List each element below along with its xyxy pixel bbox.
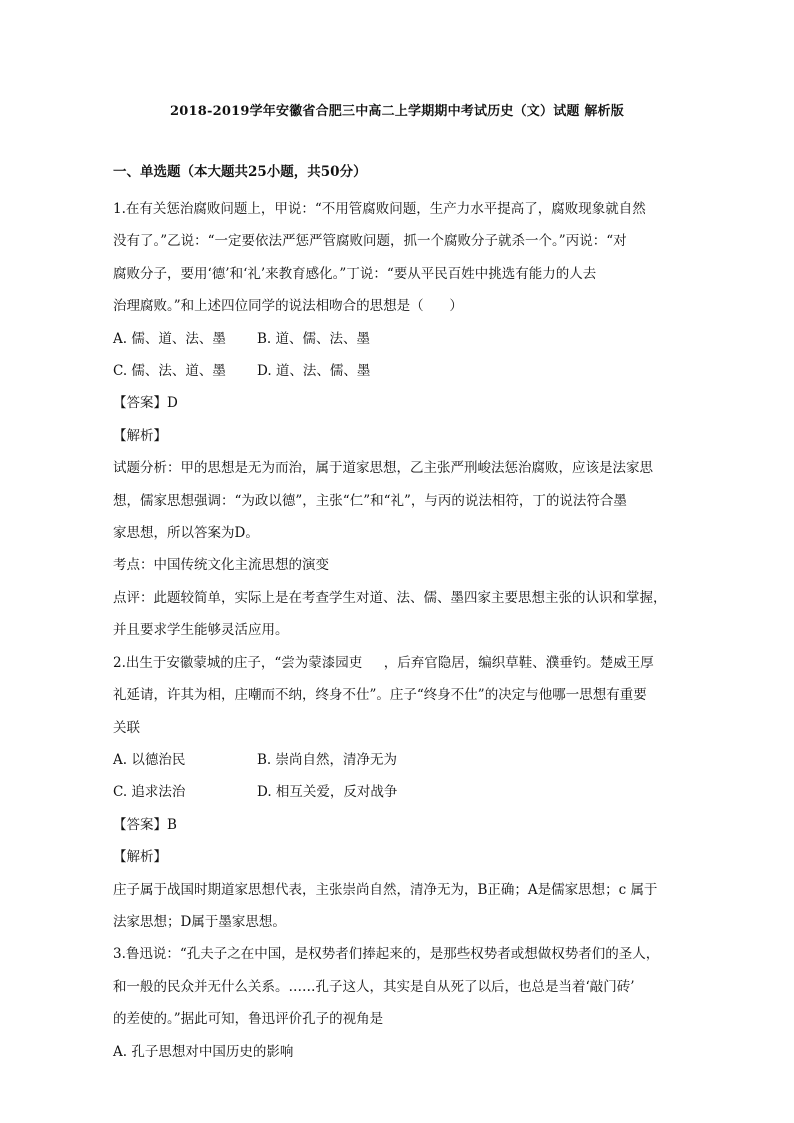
q2-option-b: B. 崇尚自然，清净无为	[257, 751, 398, 768]
q3-option-a: A. 孔子思想对中国历史的影响	[113, 1043, 294, 1060]
q2-option-a: A. 以德治民	[113, 751, 186, 768]
q1-dianping-line-1: 点评：此题较简单，实际上是在考查学生对道、法、儒、墨四家主要思想主张的认识和掌握，	[113, 589, 667, 606]
q2-stem-line-1: 2.出生于安徽蒙城的庄子，“尝为蒙漆园吏 ，后弃官隐居，编织草鞋、濮垂钓。楚威王厚	[113, 654, 654, 671]
q1-analysis-heading: 【解析】	[113, 427, 167, 444]
q1-option-c: C. 儒、法、道、墨	[113, 363, 226, 380]
q1-option-a: A. 儒、道、法、墨	[113, 330, 226, 347]
q2-stem-line-2: 礼延请，许其为相，庄嘲而不纳，终身不仕”。庄子“终身不仕”的决定与他哪一思想有重要	[113, 687, 647, 704]
q2-option-c: C. 追求法治	[113, 784, 186, 801]
q2-stem-line-3: 关联	[113, 719, 140, 736]
q1-dianping-line-2: 并且要求学生能够灵活应用。	[113, 622, 289, 639]
q1-stem-line-3: 腐败分子，要用‘德’和‘礼’来教育感化。”丁说：“要从平民百姓中挑选有能力的人去	[113, 265, 597, 282]
q1-option-d: D. 道、法、儒、墨	[257, 363, 371, 380]
q1-analysis-line-2: 想，儒家思想强调：“为政以德”，主张“仁”和“礼”，与丙的说法相符，丁的说法符合墨	[113, 492, 627, 509]
q1-analysis-line-1: 试题分析：甲的思想是无为而治，属于道家思想，乙主张严刑峻法惩治腐败，应该是法家思	[113, 460, 653, 477]
q1-options-row-1	[113, 323, 688, 355]
q2-analysis-line-1: 庄子属于战国时期道家思想代表，主张崇尚自然，清净无为，B正确；A是儒家思想；c 属于	[113, 881, 658, 898]
q1-analysis-line-3: 家思想，所以答案为D。	[113, 525, 259, 542]
q1-answer: 【答案】D	[113, 395, 178, 412]
q1-options-row-2	[113, 355, 688, 387]
q2-analysis-heading: 【解析】	[113, 849, 167, 866]
q2-options-row-1	[113, 744, 688, 776]
q1-stem-line-2: 没有了。”乙说：“一定要依法严惩严管腐败问题，抓一个腐败分子就杀一个。”丙说：“对	[113, 233, 627, 250]
q2-options-row-2	[113, 776, 688, 808]
section-heading: 一、单选题（本大题共25小题，共50分）	[113, 164, 367, 180]
q1-option-b: B. 道、儒、法、墨	[257, 330, 371, 347]
q1-stem-line-4: 治理腐败。”和上述四位同学的说法相吻合的思想是（ ）	[113, 298, 463, 315]
q2-option-d: D. 相互关爱，反对战争	[257, 784, 398, 801]
q1-kaodian: 考点：中国传统文化主流思想的演变	[113, 557, 329, 574]
q3-stem-line-2: 和一般的民众并无什么关系。……孔子这人，其实是自从死了以后，也总是当着‘敲门砖’	[113, 978, 635, 995]
document-body	[113, 193, 688, 1068]
q2-analysis-line-2: 法家思想；D属于墨家思想。	[113, 913, 286, 930]
q3-stem-line-3: 的差使的。”据此可知，鲁迅评价孔子的视角是	[113, 1011, 384, 1028]
q2-answer: 【答案】B	[113, 816, 177, 833]
q3-stem-line-1: 3.鲁迅说：“孔夫子之在中国，是权势者们捧起来的，是那些权势者或想做权势者们的圣人，	[113, 946, 660, 963]
q1-stem-line-1: 1.在有关惩治腐败问题上，甲说：“不用管腐败问题，生产力水平提高了，腐败现象就自然	[113, 201, 646, 217]
document-title: 2018-2019学年安徽省合肥三中高二上学期期中考试历史（文）试题 解析版	[170, 104, 624, 119]
